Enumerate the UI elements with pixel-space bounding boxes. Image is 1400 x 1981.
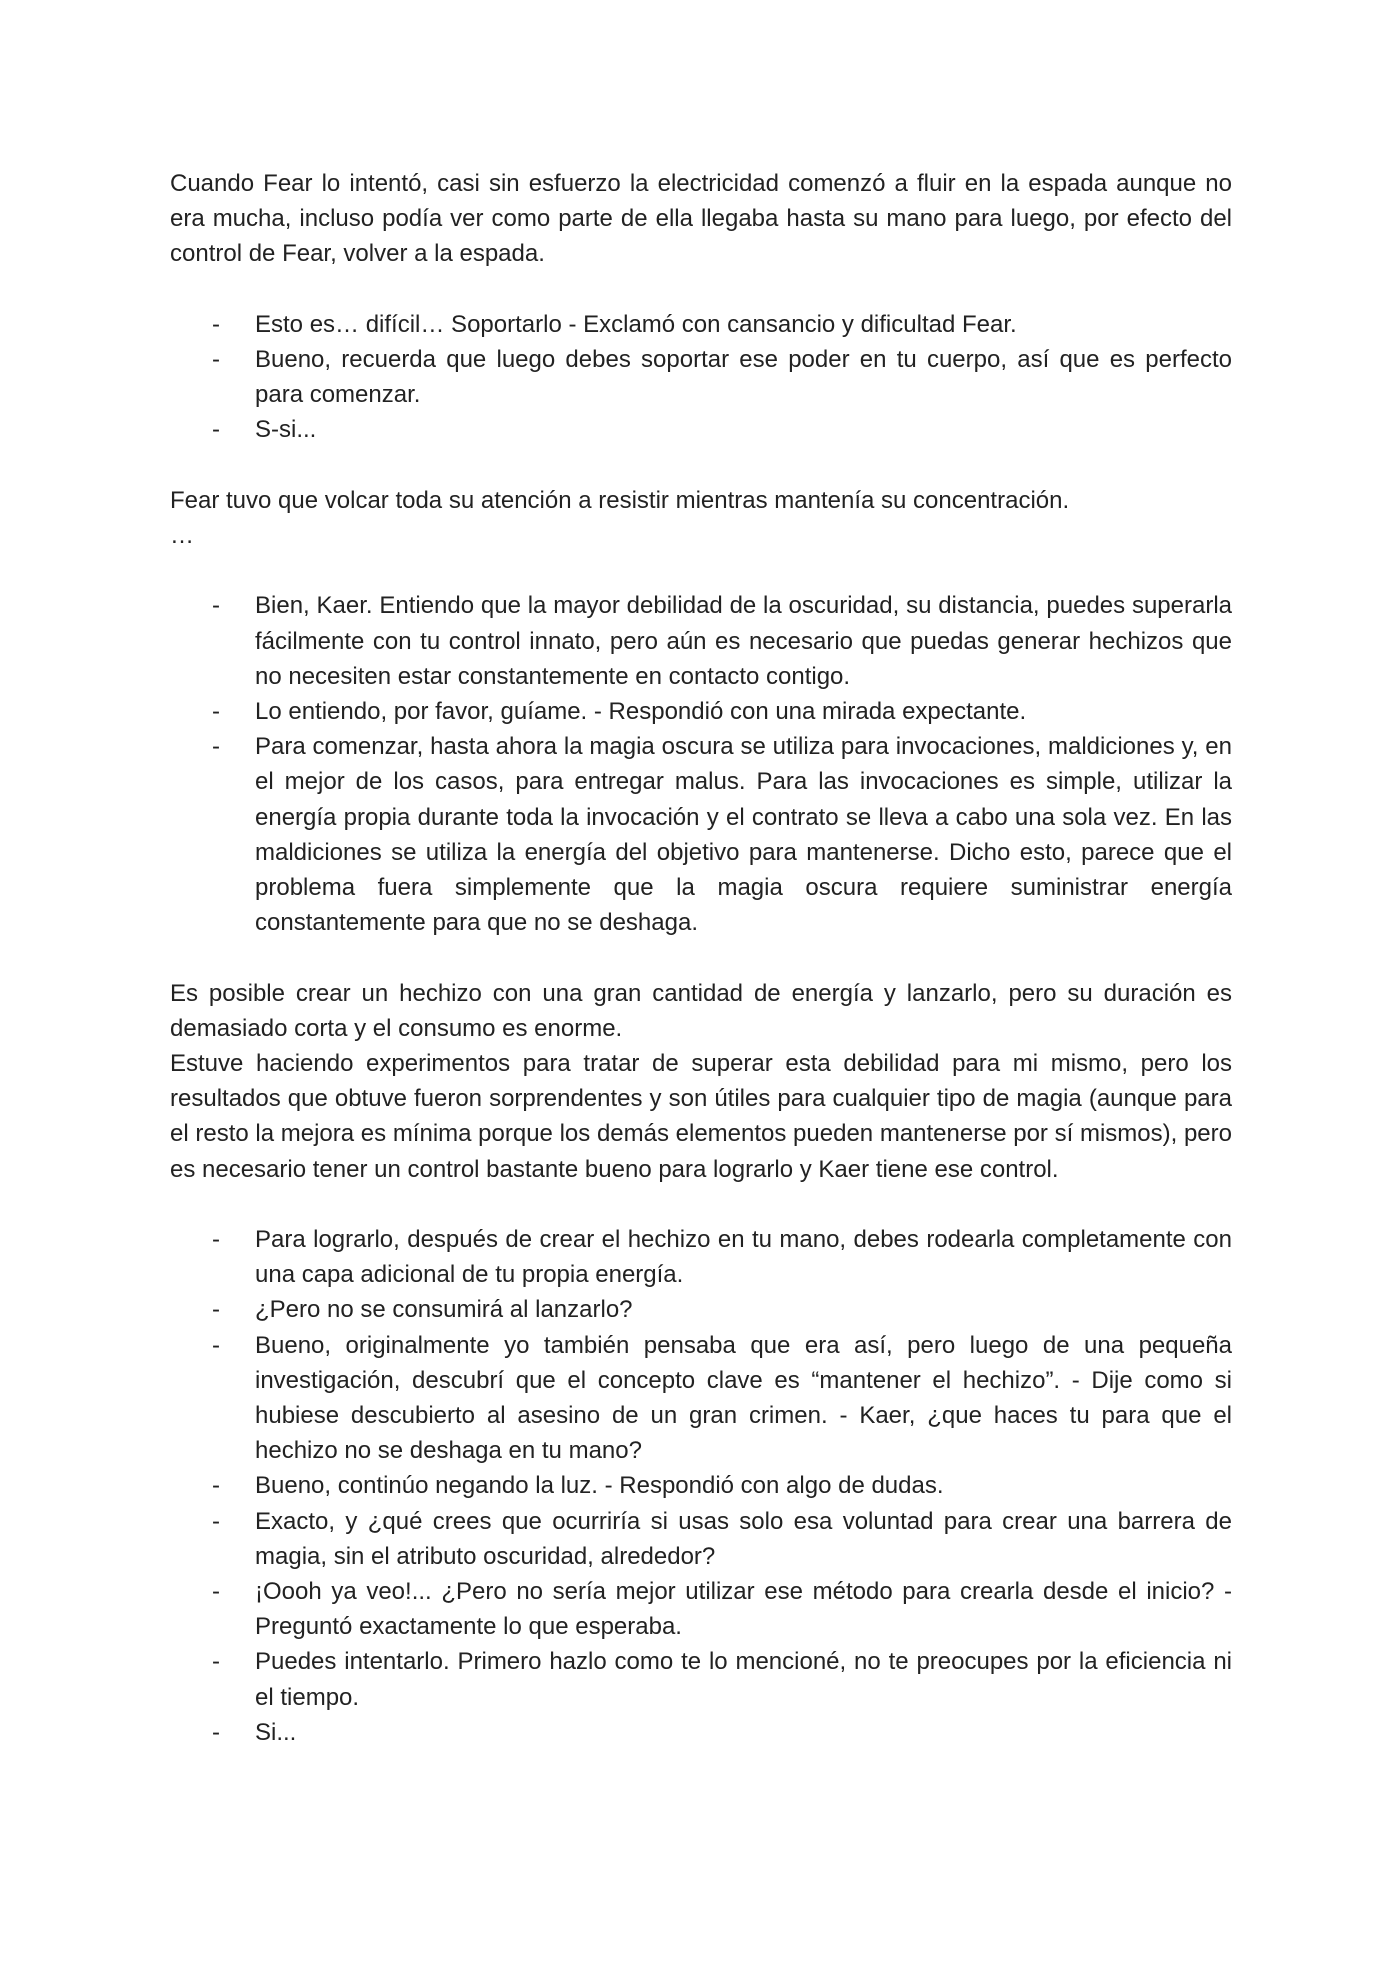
dash-bullet: - <box>212 346 220 373</box>
dialogue-line <box>170 342 1232 412</box>
dialogue-line <box>170 1292 1232 1327</box>
dialogue-text: ¡Oooh ya veo!... ¿Pero no sería mejor utilizar ese método para crearla desde el inicio? - Preguntó exactamente lo que esperaba. <box>255 1578 1232 1641</box>
dialogue-text: Lo entiendo, por favor, guíame. - Respondió con una mirada expectante. <box>255 698 1027 725</box>
dash-bullet: - <box>212 733 220 761</box>
narrative-paragraph: … <box>170 522 194 549</box>
dialogue-line <box>170 1504 1232 1574</box>
dash-bullet: - <box>212 1296 220 1324</box>
dialogue-text: Puedes intentarlo. Primero hazlo como te lo mencioné, no te preocupes por la eficiencia ni el tiempo. <box>255 1648 1232 1711</box>
dash-bullet: - <box>212 698 220 725</box>
dialogue-text: Esto es… difícil… Soportarlo - Exclamó con cansancio y dificultad Fear. <box>255 310 1017 338</box>
dialogue-list <box>170 588 1232 940</box>
dash-bullet: - <box>212 1331 220 1359</box>
dash-bullet: - <box>212 1507 220 1535</box>
dialogue-text: Exacto, y ¿qué crees que ocurriría si usas solo esa voluntad para crear una barrera de magia, sin el atributo oscuridad, alrededor? <box>255 1507 1232 1570</box>
dash-bullet: - <box>212 592 220 620</box>
dialogue-line <box>170 694 1232 729</box>
dialogue-line <box>170 307 1232 342</box>
dash-bullet: - <box>212 1226 220 1254</box>
dash-bullet: - <box>212 1472 220 1500</box>
dash-bullet: - <box>212 1648 220 1676</box>
dialogue-line <box>170 412 1232 447</box>
paragraph-spacer <box>170 1187 1232 1222</box>
dash-bullet: - <box>212 1718 220 1746</box>
narrative-paragraph: Cuando Fear lo intentó, casi sin esfuerzo la electricidad comenzó a fluir en la espada aunque no era mucha, incluso podía ver como parte de ella llegaba hasta su mano para luego, por efecto del control de Fear, volver a la espada. <box>170 170 1232 268</box>
dialogue-text: Bueno, originalmente yo también pensaba que era así, pero luego de una pequeña investigación, descubrí que el concepto clave es “mantener el hechizo”. - Dije como si hubiese descubierto al asesino de un gran crimen. - Kaer, ¿que haces tu para que el hechizo no se deshaga en tu mano? <box>255 1331 1232 1465</box>
dash-bullet: - <box>212 1578 220 1606</box>
dialogue-text: S-si... <box>255 416 317 444</box>
dialogue-line <box>170 729 1232 940</box>
paragraph-spacer <box>170 448 1232 483</box>
dialogue-text: Para lograrlo, después de crear el hechizo en tu mano, debes rodearla completamente con una capa adicional de tu propia energía. <box>255 1226 1232 1289</box>
dialogue-line <box>170 1715 1232 1750</box>
dash-bullet: - <box>212 416 220 444</box>
narrative-paragraph: Fear tuvo que volcar toda su atención a resistir mientras mantenía su concentración. <box>170 486 1070 514</box>
dialogue-line <box>170 1222 1232 1292</box>
dialogue-list <box>170 307 1232 448</box>
dialogue-line <box>170 1468 1232 1503</box>
dialogue-text: Para comenzar, hasta ahora la magia oscura se utiliza para invocaciones, maldiciones y, en el mejor de los casos, para entregar malus. Para las invocaciones es simple, utilizar la energía propia durante toda la invocación y el contrato se lleva a cabo una sola vez. En las maldiciones se utiliza la energía del objetivo para mantenerse. Dicho esto, parece que el problema fuera simplemente que la magia oscura requiere suministrar energía constantemente para que no se deshaga. <box>255 733 1232 937</box>
dialogue-text: Bueno, recuerda que luego debes soportar ese poder en tu cuerpo, así que es perfecto para comenzar. <box>255 346 1232 409</box>
dialogue-text: Bien, Kaer. Entiendo que la mayor debilidad de la oscuridad, su distancia, puedes superarla fácilmente con tu control innato, pero aún es necesario que puedas generar hechizos que no necesiten estar constantemente en contacto contigo. <box>255 592 1232 690</box>
dialogue-text: Bueno, continúo negando la luz. - Respondió con algo de dudas. <box>255 1472 944 1500</box>
dash-bullet: - <box>212 310 220 338</box>
dialogue-text: Si... <box>255 1718 297 1746</box>
dialogue-line <box>170 1574 1232 1644</box>
dialogue-text: ¿Pero no se consumirá al lanzarlo? <box>255 1296 633 1324</box>
narrative-paragraph: Estuve haciendo experimentos para tratar de superar esta debilidad para mi mismo, pero los resultados que obtuve fueron sorprendentes y son útiles para cualquier tipo de magia (aunque para el resto la mejora es mínima porque los demás elementos pueden mantenerse por sí mismos), pero es necesario tener un control bastante bueno para lograrlo y Kaer tiene ese control. <box>170 1050 1232 1183</box>
document-page <box>170 166 1232 1750</box>
paragraph-spacer <box>170 553 1232 588</box>
dialogue-list <box>170 1222 1232 1750</box>
dialogue-line <box>170 588 1232 694</box>
narrative-paragraph: Es posible crear un hechizo con una gran cantidad de energía y lanzarlo, pero su duración es demasiado corta y el consumo es enorme. <box>170 979 1232 1042</box>
paragraph-spacer <box>170 940 1232 975</box>
dialogue-line <box>170 1328 1232 1469</box>
paragraph-spacer <box>170 272 1232 307</box>
dialogue-line <box>170 1644 1232 1714</box>
